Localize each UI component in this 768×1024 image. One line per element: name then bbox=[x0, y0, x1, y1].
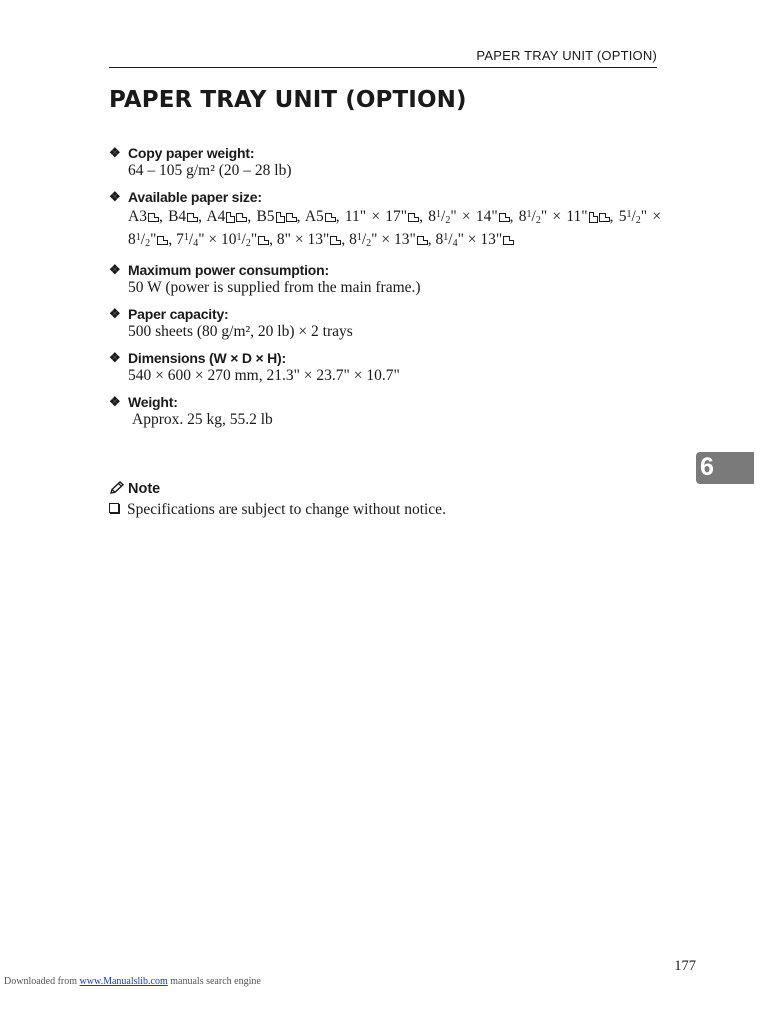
landscape-orientation-icon bbox=[408, 213, 419, 222]
running-header: PAPER TRAY UNIT (OPTION) bbox=[476, 48, 657, 63]
paper-size-item bbox=[436, 231, 515, 248]
pencil-icon bbox=[109, 481, 125, 495]
spec-copy-paper-weight bbox=[109, 144, 661, 179]
landscape-orientation-icon bbox=[503, 236, 514, 245]
paper-size-item bbox=[256, 208, 296, 225]
paper-size-text: " × 8 bbox=[128, 208, 662, 248]
fraction: $^1/_2$ bbox=[626, 208, 641, 226]
paper-size-list: A3 , B4 , A4 , B5 , A5 , 11" × 17" , $8^1/_2$" × 14" , $8^1/_2$" × 11" , $5^1/_2$" × $8^1/_2$" , $7^1/_4$" × $10^1/_2$" , 8" × 13" , $8^1/_2$" × 13" , $8^1/_4$" × 13" bbox=[128, 208, 662, 249]
paper-size-text: 7 bbox=[176, 231, 184, 248]
footer bbox=[4, 976, 261, 987]
bullet-diamond-icon: ❖ bbox=[109, 306, 121, 321]
landscape-orientation-icon bbox=[148, 213, 159, 222]
footer-prefix: Downloaded from bbox=[4, 976, 80, 987]
paper-size-item bbox=[428, 208, 509, 225]
paper-size-text: 8 bbox=[435, 231, 444, 248]
spec-label: Copy paper weight: bbox=[128, 145, 255, 161]
header-rule bbox=[109, 67, 657, 68]
landscape-orientation-icon bbox=[417, 236, 428, 245]
bullet-diamond-icon: ❖ bbox=[109, 145, 121, 160]
paper-size-item bbox=[128, 208, 159, 225]
manualslib-link[interactable]: www.Manualslib.com bbox=[79, 976, 168, 987]
spec-label: Paper capacity: bbox=[128, 306, 229, 322]
paper-size-text: A3 bbox=[128, 208, 147, 225]
spec-value: 64 – 105 g/m² (20 – 28 lb) bbox=[128, 162, 292, 179]
note-heading: Note bbox=[128, 481, 161, 497]
spec-value: Approx. 25 kg, 55.2 lb bbox=[132, 411, 273, 428]
spec-value: 500 sheets (80 g/m², 20 lb) × 2 trays bbox=[128, 323, 353, 340]
paper-size-text: 8 bbox=[428, 208, 436, 225]
portrait-orientation-icon bbox=[276, 212, 285, 223]
landscape-orientation-icon bbox=[236, 213, 247, 222]
note-text: Specifications are subject to change without notice. bbox=[127, 501, 446, 518]
paper-size-text: B5 bbox=[256, 208, 275, 225]
paper-size-text: B4 bbox=[168, 208, 187, 225]
fraction: $^1/_2$ bbox=[135, 231, 151, 249]
note-section bbox=[109, 480, 669, 519]
paper-size-text: " bbox=[250, 231, 258, 248]
paper-size-text: " × 11" bbox=[540, 208, 588, 225]
spec-weight bbox=[109, 393, 661, 428]
paper-size-text: 11" × 17" bbox=[344, 208, 408, 225]
paper-size-text: " bbox=[150, 231, 157, 248]
paper-size-item bbox=[206, 208, 247, 225]
paper-size-text: A5 bbox=[304, 208, 324, 225]
landscape-orientation-icon bbox=[258, 236, 269, 245]
portrait-orientation-icon bbox=[226, 212, 235, 223]
paper-size-text: " × 10 bbox=[198, 231, 237, 248]
paper-size-item bbox=[176, 231, 269, 248]
paper-size-item bbox=[349, 231, 428, 248]
chapter-number: 6 bbox=[700, 453, 714, 481]
fraction: $^1/_2$ bbox=[356, 231, 372, 249]
fraction: $^1/_2$ bbox=[436, 208, 451, 226]
checkbox-icon bbox=[109, 503, 119, 513]
landscape-orientation-icon bbox=[286, 213, 297, 222]
spec-value: 540 × 600 × 270 mm, 21.3" × 23.7" × 10.7" bbox=[128, 367, 400, 384]
paper-size-item bbox=[277, 231, 341, 248]
spec-label: Maximum power consumption: bbox=[128, 262, 329, 278]
spec-max-power bbox=[109, 261, 661, 296]
spec-available-paper-size bbox=[109, 188, 661, 252]
landscape-orientation-icon bbox=[330, 236, 341, 245]
landscape-orientation-icon bbox=[599, 213, 610, 222]
paper-size-text: " × 13" bbox=[371, 231, 416, 248]
bullet-diamond-icon: ❖ bbox=[109, 350, 121, 365]
paper-size-item bbox=[519, 208, 610, 225]
landscape-orientation-icon bbox=[157, 236, 168, 245]
footer-suffix: manuals search engine bbox=[167, 976, 261, 987]
spec-list bbox=[109, 144, 661, 437]
spec-value: 50 W (power is supplied from the main frame.) bbox=[128, 279, 421, 296]
paper-size-text: 5 bbox=[618, 208, 627, 225]
paper-size-item bbox=[168, 208, 198, 225]
fraction: $^1/_4$ bbox=[443, 231, 458, 249]
spec-label: Weight: bbox=[128, 394, 178, 410]
bullet-diamond-icon: ❖ bbox=[109, 394, 121, 409]
portrait-orientation-icon bbox=[589, 212, 598, 223]
bullet-diamond-icon: ❖ bbox=[109, 189, 121, 204]
page-title: PAPER TRAY UNIT (OPTION) bbox=[109, 87, 467, 113]
landscape-orientation-icon bbox=[325, 213, 336, 222]
paper-size-text: A4 bbox=[206, 208, 226, 225]
landscape-orientation-icon bbox=[187, 213, 198, 222]
note-item bbox=[109, 501, 669, 519]
paper-size-text: 8 bbox=[518, 208, 527, 225]
spec-paper-capacity bbox=[109, 305, 661, 340]
fraction: $^1/_4$ bbox=[183, 231, 199, 249]
spec-label: Available paper size: bbox=[128, 189, 262, 205]
bullet-diamond-icon: ❖ bbox=[109, 262, 121, 277]
paper-size-item bbox=[305, 208, 336, 225]
paper-size-text: " × 14" bbox=[450, 208, 498, 225]
paper-size-item bbox=[345, 208, 419, 225]
paper-size-text: 8 bbox=[349, 231, 357, 248]
spec-dimensions bbox=[109, 349, 661, 384]
fraction: $^1/_2$ bbox=[526, 208, 541, 226]
page-number: 177 bbox=[674, 958, 696, 974]
fraction: $^1/_2$ bbox=[236, 231, 251, 249]
spec-label: Dimensions (W × D × H): bbox=[128, 350, 286, 366]
paper-size-text: 8" × 13" bbox=[276, 231, 330, 248]
paper-size-text: " × 13" bbox=[457, 231, 503, 248]
landscape-orientation-icon bbox=[499, 213, 510, 222]
